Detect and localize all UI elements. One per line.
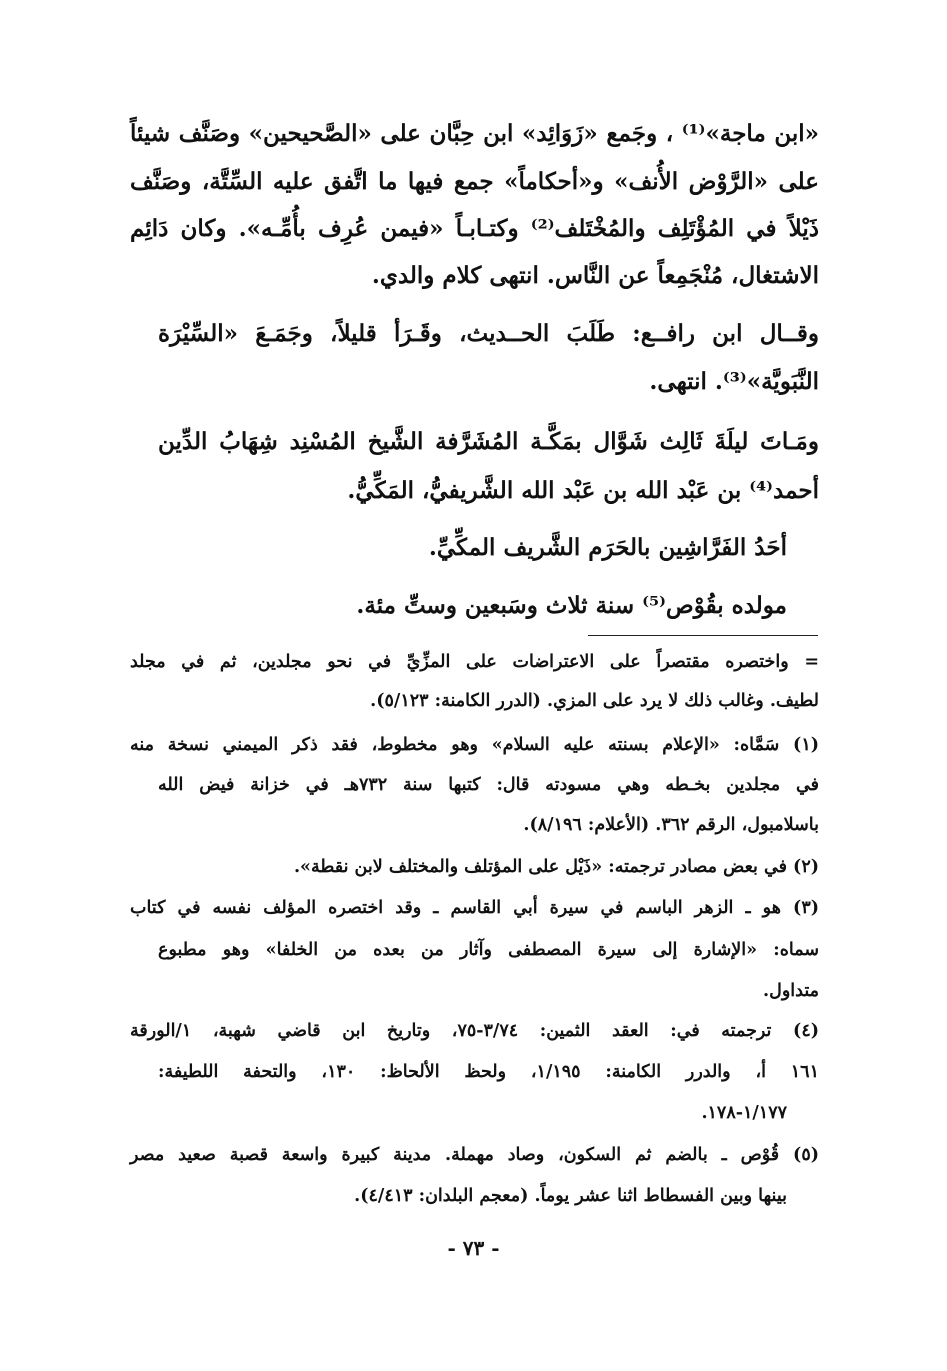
footnote-line-12: ١/١٧٧-١٧٨. <box>701 1103 787 1123</box>
footnote-line-11: ١٦١ أ، والدرر الكامنة: ١/١٩٥، ولحظ الألحاظ: ١٣٠، والتحفة اللطيفة: <box>158 1062 819 1082</box>
footnote-line-13: (٥) قُوْص ـ بالضم ثم السكون، وصاد مهملة. مدينة كبيرة واسعة قصبة صعيد مصر <box>130 1145 819 1165</box>
main-line-2: على «الرَّوْض الأُنف» و«أحكاماً» جمع فيها ما اتَّفق عليه السِّتَّة، وصَنَّف <box>130 168 819 195</box>
footnote-line-3: (١) سَمَّاه: «الإعلام بسنته عليه السلام» وهو مخطوط، فقد ذكر الميمني نسخة منه <box>130 735 819 755</box>
footnote-line-4: في مجلدين بخـطه وهي مسودته قال: كتبها سنة ٧٣٢هـ في خزانة فيض الله <box>158 775 819 795</box>
footnote-line-5: باسلامبول، الرقم ٣٦٢. (الأعلام: ٨/١٩٦). <box>523 815 819 835</box>
main-line-10: مولده بقُوْص⁽⁵⁾ سنة ثلاث وسَبعين وستِّ مئة. <box>356 592 787 619</box>
main-line-3: ذَيْلاً في المُؤْتَلِف والمُخْتَلف⁽²⁾ وكتـابـاً «فيمن عُرِف بأُمِّـه». وكان دَائِم <box>130 215 819 242</box>
footnote-line-14: بينها وبين الفسطاط اثنا عشر يوماً. (معجم البلدان: ٤/٤١٣). <box>354 1186 787 1206</box>
main-line-7: ومَـاتَ ليلَةَ ثَالِث شَوَّال بمَكَّـة المُشَرَّفة الشَّيخ المُسْنِد شِهَابُ الدِّين <box>158 428 819 455</box>
main-line-9: أحَدُ الفَرَّاشِين بالحَرَم الشَّريف المكِّيِّ. <box>428 534 787 561</box>
page-number: - ٧٣ - <box>447 1236 500 1260</box>
footnote-line-6: (٢) في بعض مصادر ترجمته: «ذَيْل على المؤتلف والمختلف لابن نقطة». <box>293 857 819 877</box>
footnote-line-8: سماه: «الإشارة إلى سيرة المصطفى وآثار من بعده من الخلفا» وهو مطبوع <box>158 940 819 960</box>
main-line-6: النَّبَويَّة»⁽³⁾. انتهى. <box>649 368 819 395</box>
main-line-5: وقــال ابن رافــع: طَلَبَ الحــديث، وقَـرَأ قليلاً، وجَمَـعَ «السِّيْرَة <box>158 320 819 347</box>
main-line-1: «ابن ماجة»⁽¹⁾ ، وجَمع «زَوَائِد» ابن حِبَّان على «الصَّحيحين» وصَنَّف شيئاً <box>130 120 819 147</box>
footnote-line-10: (٤) ترجمته في: العقد الثمين: ٣/٧٤-٧٥، وتاريخ ابن قاضي شهبة، ١/الورقة <box>130 1021 820 1041</box>
footnote-separator <box>588 635 818 636</box>
footnote-line-1: = واختصره مقتصراً على الاعتراضات على المزِّيِّ في نحو مجلدين، ثم في مجلد <box>130 652 819 672</box>
main-line-4: الاشتغال، مُنْجَمِعاً عن النَّاس. انتهى كلام والدي. <box>371 262 819 289</box>
main-line-8: أحمد⁽⁴⁾ بن عَبْد الله بن عَبْد الله الشَّريفيُّ، المَكِّيُّ. <box>347 477 819 504</box>
footnote-line-9: متداول. <box>763 981 819 1001</box>
footnote-line-7: (٣) هو ـ الزهر الباسم في سيرة أبي القاسم ـ وقد اختصره المؤلف نفسه في كتاب <box>130 898 819 918</box>
footnote-line-2: لطيف. وغالب ذلك لا يرد على المزي. (الدرر الكامنة: ٥/١٢٣). <box>370 691 819 711</box>
